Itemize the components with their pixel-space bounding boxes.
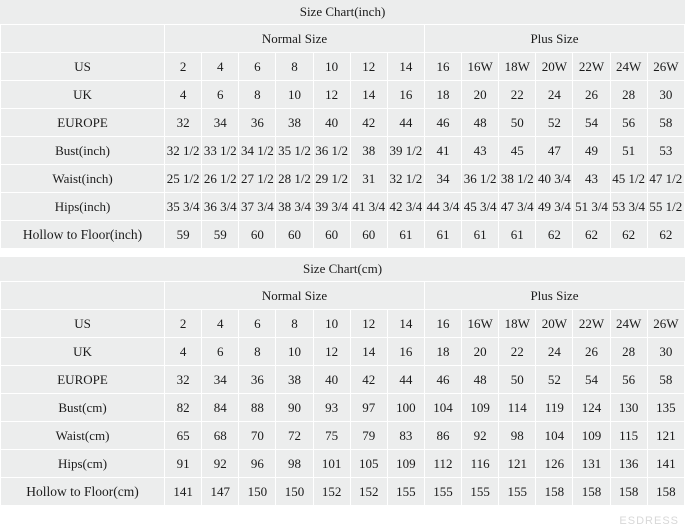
- cell: 29 1/2: [313, 165, 350, 193]
- cell: 33 1/2: [202, 137, 239, 165]
- cell: 68: [202, 422, 239, 450]
- cell: 14: [387, 310, 424, 338]
- row-label-europe: EUROPE: [1, 366, 165, 394]
- cell: 60: [239, 221, 276, 249]
- table-row: [1, 310, 685, 338]
- cell: 34: [202, 109, 239, 137]
- cell: 141: [165, 478, 202, 506]
- cell: 56: [610, 366, 647, 394]
- table-row: [1, 109, 685, 137]
- cell: 28: [610, 81, 647, 109]
- cell: 2: [165, 53, 202, 81]
- cell: 86: [424, 422, 461, 450]
- cell: 75: [313, 422, 350, 450]
- table-row: [1, 394, 685, 422]
- cell: 26: [573, 338, 610, 366]
- cell: 83: [387, 422, 424, 450]
- cell: 84: [202, 394, 239, 422]
- cell: 26W: [647, 53, 684, 81]
- cell: 61: [424, 221, 461, 249]
- cell: 70: [239, 422, 276, 450]
- cell: 121: [499, 450, 536, 478]
- cell: 41: [424, 137, 461, 165]
- cell: 62: [610, 221, 647, 249]
- cell: 152: [313, 478, 350, 506]
- row-label-hollow-to-floor: Hollow to Floor(inch): [1, 221, 165, 249]
- cell: 36 3/4: [202, 193, 239, 221]
- cell: 90: [276, 394, 313, 422]
- cell: 24W: [610, 310, 647, 338]
- cell: 43: [462, 137, 499, 165]
- cell: 62: [573, 221, 610, 249]
- cell: 25 1/2: [165, 165, 202, 193]
- cell: 4: [165, 81, 202, 109]
- size-chart-cm: [0, 257, 685, 506]
- cell: 60: [276, 221, 313, 249]
- row-label-waist: Waist(cm): [1, 422, 165, 450]
- cell: 114: [499, 394, 536, 422]
- cell: 97: [350, 394, 387, 422]
- cell: 152: [350, 478, 387, 506]
- cell: 150: [239, 478, 276, 506]
- cell: 55 1/2: [647, 193, 684, 221]
- cell: 26W: [647, 310, 684, 338]
- group-row-spacer: [1, 282, 165, 310]
- cell: 42: [350, 109, 387, 137]
- group-row-spacer: [1, 25, 165, 53]
- cell: 116: [462, 450, 499, 478]
- cell: 53: [647, 137, 684, 165]
- cell: 8: [276, 53, 313, 81]
- table-title-row: [1, 0, 685, 25]
- row-label-hips: Hips(cm): [1, 450, 165, 478]
- cell: 22W: [573, 310, 610, 338]
- cell: 40 3/4: [536, 165, 573, 193]
- cell: 155: [462, 478, 499, 506]
- cell: 136: [610, 450, 647, 478]
- cell: 34: [424, 165, 461, 193]
- cell: 61: [462, 221, 499, 249]
- cell: 4: [202, 53, 239, 81]
- cell: 52: [536, 109, 573, 137]
- cell: 38: [276, 109, 313, 137]
- table-row: [1, 81, 685, 109]
- cell: 12: [313, 81, 350, 109]
- cell: 18W: [499, 53, 536, 81]
- cell: 158: [647, 478, 684, 506]
- cell: 20W: [536, 310, 573, 338]
- cell: 141: [647, 450, 684, 478]
- cell: 37 3/4: [239, 193, 276, 221]
- cell: 155: [387, 478, 424, 506]
- cell: 115: [610, 422, 647, 450]
- table-row: [1, 53, 685, 81]
- cell: 14: [350, 338, 387, 366]
- row-label-waist: Waist(inch): [1, 165, 165, 193]
- cell: 40: [313, 366, 350, 394]
- cell: 58: [647, 366, 684, 394]
- cell: 109: [387, 450, 424, 478]
- cell: 22: [499, 338, 536, 366]
- cell: 10: [276, 81, 313, 109]
- table-row: [1, 221, 685, 249]
- row-label-us: US: [1, 53, 165, 81]
- cell: 72: [276, 422, 313, 450]
- cell: 34: [202, 366, 239, 394]
- cell: 6: [202, 338, 239, 366]
- cell: 51 3/4: [573, 193, 610, 221]
- cell: 6: [239, 53, 276, 81]
- cell: 48: [462, 109, 499, 137]
- cell: 38 3/4: [276, 193, 313, 221]
- cell: 104: [424, 394, 461, 422]
- cell: 56: [610, 109, 647, 137]
- cell: 31: [350, 165, 387, 193]
- row-label-us: US: [1, 310, 165, 338]
- group-normal-size-cm: Normal Size: [165, 282, 425, 310]
- cell: 24W: [610, 53, 647, 81]
- cell: 26 1/2: [202, 165, 239, 193]
- cell: 52: [536, 366, 573, 394]
- cell: 22W: [573, 53, 610, 81]
- cell: 155: [499, 478, 536, 506]
- cell: 16W: [462, 310, 499, 338]
- group-plus-size-inch: Plus Size: [424, 25, 684, 53]
- cell: 47 3/4: [499, 193, 536, 221]
- cell: 105: [350, 450, 387, 478]
- cell: 18: [424, 81, 461, 109]
- table-row: [1, 450, 685, 478]
- cell: 32 1/2: [387, 165, 424, 193]
- cell: 8: [276, 310, 313, 338]
- cell: 12: [313, 338, 350, 366]
- cell: 82: [165, 394, 202, 422]
- cell: 60: [313, 221, 350, 249]
- cell: 8: [239, 338, 276, 366]
- cell: 24: [536, 338, 573, 366]
- cell: 135: [647, 394, 684, 422]
- group-plus-size-cm: Plus Size: [424, 282, 684, 310]
- cell: 46: [424, 366, 461, 394]
- cell: 32 1/2: [165, 137, 202, 165]
- cell: 126: [536, 450, 573, 478]
- cell: 131: [573, 450, 610, 478]
- cell: 101: [313, 450, 350, 478]
- cell: 49: [573, 137, 610, 165]
- cell: 104: [536, 422, 573, 450]
- table-group-row: [1, 282, 685, 310]
- cell: 42 3/4: [387, 193, 424, 221]
- cell: 61: [499, 221, 536, 249]
- row-label-hollow-to-floor: Hollow to Floor(cm): [1, 478, 165, 506]
- cell: 62: [536, 221, 573, 249]
- row-label-bust: Bust(cm): [1, 394, 165, 422]
- row-label-bust: Bust(inch): [1, 137, 165, 165]
- cell: 32: [165, 109, 202, 137]
- cell: 50: [499, 366, 536, 394]
- cell: 121: [647, 422, 684, 450]
- cell: 98: [499, 422, 536, 450]
- cell: 35 1/2: [276, 137, 313, 165]
- cell: 18W: [499, 310, 536, 338]
- cell: 18: [424, 338, 461, 366]
- cell: 32: [165, 366, 202, 394]
- cell: 45 3/4: [462, 193, 499, 221]
- table-row: [1, 193, 685, 221]
- cell: 124: [573, 394, 610, 422]
- cell: 53 3/4: [610, 193, 647, 221]
- cell: 54: [573, 366, 610, 394]
- group-normal-size-inch: Normal Size: [165, 25, 425, 53]
- cell: 158: [610, 478, 647, 506]
- row-label-uk: UK: [1, 81, 165, 109]
- cell: 36 1/2: [462, 165, 499, 193]
- cell: 10: [313, 310, 350, 338]
- cell: 61: [387, 221, 424, 249]
- cell: 6: [239, 310, 276, 338]
- cell: 40: [313, 109, 350, 137]
- cell: 65: [165, 422, 202, 450]
- cell: 10: [276, 338, 313, 366]
- cell: 49 3/4: [536, 193, 573, 221]
- cell: 91: [165, 450, 202, 478]
- cell: 39 3/4: [313, 193, 350, 221]
- cell: 2: [165, 310, 202, 338]
- row-label-europe: EUROPE: [1, 109, 165, 137]
- table-row: [1, 478, 685, 506]
- cell: 36: [239, 366, 276, 394]
- cell: 24: [536, 81, 573, 109]
- cell: 20: [462, 81, 499, 109]
- table-row: [1, 422, 685, 450]
- cell: 30: [647, 338, 684, 366]
- cell: 46: [424, 109, 461, 137]
- cell: 4: [202, 310, 239, 338]
- cell: 27 1/2: [239, 165, 276, 193]
- cell: 59: [202, 221, 239, 249]
- cell: 43: [573, 165, 610, 193]
- cell: 16: [424, 53, 461, 81]
- size-table-inch: [0, 0, 685, 249]
- cell: 14: [387, 53, 424, 81]
- cell: 150: [276, 478, 313, 506]
- cell: 158: [573, 478, 610, 506]
- cell: 38: [350, 137, 387, 165]
- cell: 14: [350, 81, 387, 109]
- cell: 10: [313, 53, 350, 81]
- cell: 109: [462, 394, 499, 422]
- cell: 88: [239, 394, 276, 422]
- cell: 48: [462, 366, 499, 394]
- cell: 26: [573, 81, 610, 109]
- chart-title-cm: Size Chart(cm): [1, 257, 685, 282]
- cell: 39 1/2: [387, 137, 424, 165]
- cell: 41 3/4: [350, 193, 387, 221]
- cell: 44: [387, 366, 424, 394]
- cell: 8: [239, 81, 276, 109]
- size-table-cm: [0, 257, 685, 506]
- chart-title-inch: Size Chart(inch): [1, 0, 685, 25]
- table-row: [1, 366, 685, 394]
- table-title-row: [1, 257, 685, 282]
- watermark: ESDRESS: [619, 515, 679, 527]
- cell: 51: [610, 137, 647, 165]
- cell: 20: [462, 338, 499, 366]
- cell: 50: [499, 109, 536, 137]
- cell: 158: [536, 478, 573, 506]
- cell: 79: [350, 422, 387, 450]
- table-group-row: [1, 25, 685, 53]
- cell: 119: [536, 394, 573, 422]
- table-row: [1, 137, 685, 165]
- cell: 62: [647, 221, 684, 249]
- table-row: [1, 338, 685, 366]
- cell: 54: [573, 109, 610, 137]
- cell: 44: [387, 109, 424, 137]
- cell: 16: [424, 310, 461, 338]
- cell: 12: [350, 310, 387, 338]
- cell: 35 3/4: [165, 193, 202, 221]
- cell: 28 1/2: [276, 165, 313, 193]
- cell: 16: [387, 81, 424, 109]
- cell: 47 1/2: [647, 165, 684, 193]
- cell: 38 1/2: [499, 165, 536, 193]
- cell: 58: [647, 109, 684, 137]
- cell: 100: [387, 394, 424, 422]
- cell: 16W: [462, 53, 499, 81]
- cell: 36: [239, 109, 276, 137]
- cell: 96: [239, 450, 276, 478]
- table-row: [1, 165, 685, 193]
- cell: 60: [350, 221, 387, 249]
- cell: 45 1/2: [610, 165, 647, 193]
- cell: 38: [276, 366, 313, 394]
- cell: 22: [499, 81, 536, 109]
- cell: 34 1/2: [239, 137, 276, 165]
- cell: 93: [313, 394, 350, 422]
- cell: 155: [424, 478, 461, 506]
- cell: 12: [350, 53, 387, 81]
- cell: 92: [462, 422, 499, 450]
- cell: 47: [536, 137, 573, 165]
- cell: 6: [202, 81, 239, 109]
- cell: 147: [202, 478, 239, 506]
- cell: 16: [387, 338, 424, 366]
- size-chart-inch: [0, 0, 685, 249]
- cell: 30: [647, 81, 684, 109]
- cell: 20W: [536, 53, 573, 81]
- cell: 98: [276, 450, 313, 478]
- cell: 109: [573, 422, 610, 450]
- cell: 112: [424, 450, 461, 478]
- row-label-uk: UK: [1, 338, 165, 366]
- row-label-hips: Hips(inch): [1, 193, 165, 221]
- cell: 42: [350, 366, 387, 394]
- cell: 92: [202, 450, 239, 478]
- cell: 44 3/4: [424, 193, 461, 221]
- cell: 36 1/2: [313, 137, 350, 165]
- cell: 4: [165, 338, 202, 366]
- cell: 45: [499, 137, 536, 165]
- cell: 59: [165, 221, 202, 249]
- cell: 130: [610, 394, 647, 422]
- cell: 28: [610, 338, 647, 366]
